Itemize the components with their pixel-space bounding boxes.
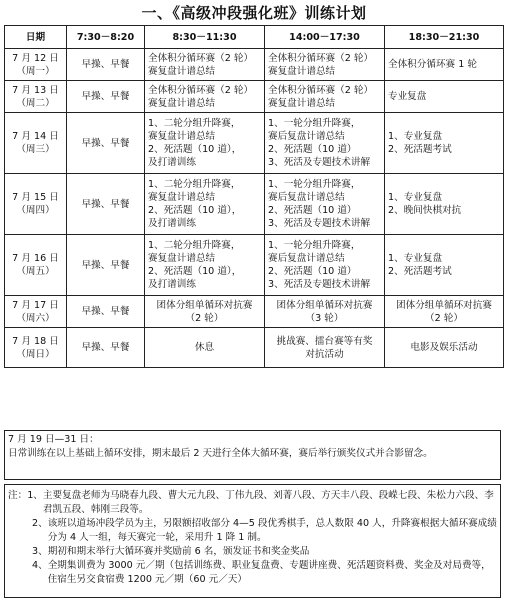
header-col2: 8:30－11:30 xyxy=(145,26,265,49)
note-number: 1、 xyxy=(27,490,43,501)
table-row xyxy=(5,328,504,368)
session-cell: 1、一轮分组升降赛， 赛后复盘计谱总结 2、死活题（10 道） 3、死活及专题技术讲解 xyxy=(265,235,385,296)
session-cell: 全体积分循环赛（2 轮） 赛复盘计谱总结 xyxy=(145,81,265,113)
session-cell: 全体积分循环赛（2 轮） 赛复盘计谱总结 xyxy=(265,81,385,113)
date-cell: 7 月 15 日 （周四） xyxy=(5,174,67,235)
session-cell: 全体积分循环赛（2 轮） 赛复盘计谱总结 xyxy=(265,49,385,81)
session-cell: 全体积分循环赛（2 轮） 赛复盘计谱总结 xyxy=(145,49,265,81)
notice-date-range: 7 月 19 日—31 日： xyxy=(8,434,99,445)
session-cell: 休息 xyxy=(145,328,265,368)
notice-text: 日常训练在以上基础上循环安排，期末最后 2 天进行全体大循环赛，赛后举行颁奖仪式并合影留念。 xyxy=(8,448,433,459)
table-row xyxy=(5,113,504,174)
date-cell: 7 月 13 日 （周二） xyxy=(5,81,67,113)
note-text: 全期集训费为 3000 元／期（包括训练费、职业复盘费、专题讲座费、死活题资料费、奖金及对局费等，住宿生另交食宿费 1200 元／期（60 元／天） xyxy=(47,560,491,585)
note-text: 期初和期末举行大循环赛并奖励前 6 名，颁发证书和奖金奖品 xyxy=(47,546,310,557)
table-row xyxy=(5,296,504,328)
morning-cell: 早操、早餐 xyxy=(67,296,145,328)
session-cell: 1、二轮分组升降赛， 赛复盘计谱总结 2、死活题（10 道）， 及打谱训练 xyxy=(145,113,265,174)
header-date: 日期 xyxy=(5,26,67,49)
session-cell: 团体分组单循环对抗赛 （2 轮） xyxy=(145,296,265,328)
session-cell: 1、专业复盘 2、死活题考试 xyxy=(385,235,504,296)
note-number: 3、 xyxy=(32,546,48,557)
page-title: 一、《高级冲段强化班》训练计划 xyxy=(141,4,367,22)
header-col4: 18:30－21:30 xyxy=(385,26,504,49)
session-cell: 1、专业复盘 2、晚间快棋对抗 xyxy=(385,174,504,235)
morning-cell: 早操、早餐 xyxy=(67,81,145,113)
date-cell: 7 月 18 日 （周日） xyxy=(5,328,67,368)
morning-cell: 早操、早餐 xyxy=(67,174,145,235)
morning-cell: 早操、早餐 xyxy=(67,113,145,174)
note-item xyxy=(8,545,497,559)
session-cell: 专业复盘 xyxy=(385,81,504,113)
session-cell: 1、二轮分组升降赛， 赛复盘计谱总结 2、死活题（10 道）， 及打谱训练 xyxy=(145,235,265,296)
note-text: 主要复盘老师为马晓春九段、曹大元九段、丁伟九段、刘菁八段、方天丰八段、段嵘七段、朱松力六段、李君凯五段、韩刚三段等。 xyxy=(42,490,494,515)
table-row xyxy=(5,235,504,296)
session-cell: 电影及娱乐活动 xyxy=(385,328,504,368)
notes-box xyxy=(4,484,501,598)
session-cell: 挑战赛、擂台赛等有奖 对抗活动 xyxy=(265,328,385,368)
note-item xyxy=(8,517,497,545)
note-text: 该班以道场冲段学员为主，另限额招收部分 4—5 段优秀棋手，总人数限 40 人，升降赛根据大循环赛成绩分为 4 人一组，每天赛完一轮，采用升 1 降 1 制。 xyxy=(47,518,497,543)
note-item xyxy=(8,489,497,517)
session-cell: 1、二轮分组升降赛， 赛复盘计谱总结 2、死活题（10 道）， 及打谱训练 xyxy=(145,174,265,235)
note-item xyxy=(8,559,497,587)
morning-cell: 早操、早餐 xyxy=(67,328,145,368)
table-row xyxy=(5,49,504,81)
table-row xyxy=(5,81,504,113)
table-header-row xyxy=(5,26,504,49)
morning-cell: 早操、早餐 xyxy=(67,49,145,81)
session-cell: 团体分组单循环对抗赛 （3 轮） xyxy=(265,296,385,328)
table-row xyxy=(5,174,504,235)
header-col1: 7:30－8:20 xyxy=(67,26,145,49)
session-cell: 1、一轮分组升降赛， 赛后复盘计谱总结 2、死活题（10 道） 3、死活及专题技术讲解 xyxy=(265,113,385,174)
note-number: 4、 xyxy=(32,560,48,571)
session-cell: 全体积分循环赛 1 轮 xyxy=(385,49,504,81)
notes-heading: 注： xyxy=(8,490,28,501)
date-cell: 7 月 16 日 （周五） xyxy=(5,235,67,296)
header-col3: 14:00－17:30 xyxy=(265,26,385,49)
note-number: 2、 xyxy=(32,518,48,529)
session-cell: 团体分组单循环对抗赛 （2 轮） xyxy=(385,296,504,328)
session-cell: 1、专业复盘 2、死活题考试 xyxy=(385,113,504,174)
session-cell: 1、一轮分组升降赛， 赛后复盘计谱总结 2、死活题（10 道） 3、死活及专题技术讲解 xyxy=(265,174,385,235)
notice-box xyxy=(4,430,501,480)
date-cell: 7 月 17 日 （周六） xyxy=(5,296,67,328)
schedule-table xyxy=(4,25,504,368)
date-cell: 7 月 12 日 （周一） xyxy=(5,49,67,81)
date-cell: 7 月 14 日 （周三） xyxy=(5,113,67,174)
morning-cell: 早操、早餐 xyxy=(67,235,145,296)
